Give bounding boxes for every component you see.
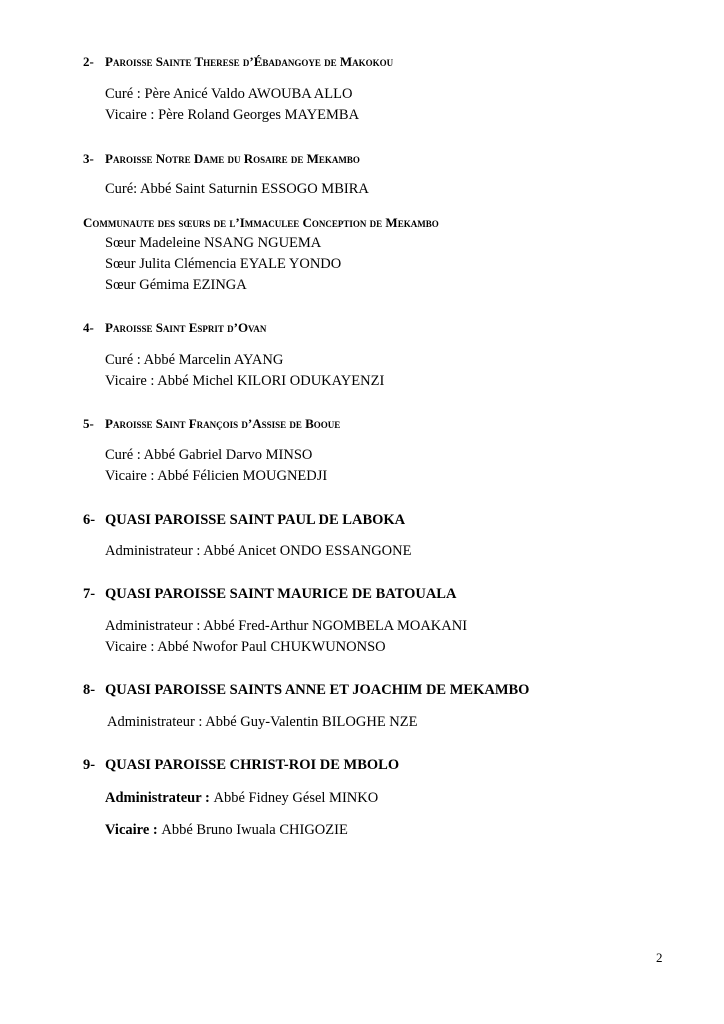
community-heading: [83, 215, 439, 231]
clergy-line: [105, 468, 327, 485]
person-name: Abbé Guy-Valentin BILOGHE NZE: [205, 714, 418, 730]
role-label: Curé :: [105, 447, 144, 463]
clergy-line: [105, 107, 359, 124]
section-title: QUASI PAROISSE SAINTS ANNE ET JOACHIM DE MEKAMBO: [105, 682, 530, 698]
clergy-line: [105, 181, 369, 198]
person-name: Abbé Nwofor Paul CHUKWUNONSO: [157, 639, 386, 655]
person-name: Abbé Fred-Arthur NGOMBELA MOAKANI: [203, 618, 468, 634]
clergy-line: [105, 543, 411, 560]
clergy-line: [105, 373, 384, 390]
section-heading-8: [83, 682, 529, 699]
section-heading-3: [83, 151, 360, 167]
section-number: 7-: [83, 586, 96, 602]
person-name: Abbé Félicien MOUGNEDJI: [157, 468, 328, 484]
section-number: 9-: [83, 757, 96, 773]
role-label: Vicaire :: [105, 373, 158, 389]
section-title: QUASI PAROISSE SAINT MAURICE DE BATOUALA: [105, 586, 457, 602]
section-title: Paroisse Sainte Therese d’Ébadangoye de Makokou: [105, 54, 394, 69]
person-name: Abbé Michel KILORI ODUKAYENZI: [157, 373, 385, 389]
section-number: 4-: [83, 320, 94, 335]
person-name: Abbé Fidney Gésel MINKO: [213, 790, 379, 806]
person-name: Sœur Madeleine NSANG NGUEMA: [105, 235, 322, 251]
clergy-line: [105, 822, 348, 839]
role-label: Administrateur :: [105, 543, 204, 559]
role-label: Curé:: [105, 181, 141, 197]
member-line: [105, 235, 321, 252]
person-name: Abbé Bruno Iwuala CHIGOZIE: [161, 822, 348, 838]
section-title: QUASI PAROISSE SAINT PAUL DE LABOKA: [105, 512, 406, 528]
clergy-line: [105, 447, 312, 464]
section-heading-4: [83, 320, 266, 336]
person-name: Père Anicé Valdo AWOUBA ALLO: [144, 86, 353, 102]
member-line: [105, 256, 341, 273]
section-number: 8-: [83, 682, 96, 698]
section-title: Paroisse Saint Esprit d’Ovan: [105, 320, 267, 335]
role-label: Curé :: [105, 86, 145, 102]
section-number: 3-: [83, 151, 94, 166]
section-heading-5: [83, 416, 340, 432]
person-name: Abbé Anicet ONDO ESSANGONE: [203, 543, 412, 559]
person-name: Sœur Gémima EZINGA: [105, 277, 247, 293]
role-label: Curé :: [105, 352, 144, 368]
section-number: 6-: [83, 512, 96, 528]
person-name: Père Roland Georges MAYEMBA: [158, 107, 360, 123]
clergy-line: [107, 714, 417, 731]
clergy-line: [105, 639, 386, 656]
page-number: 2: [656, 950, 663, 965]
clergy-line: [105, 352, 283, 369]
clergy-line: [105, 86, 352, 103]
person-name: Abbé Marcelin AYANG: [143, 352, 284, 368]
section-title: Paroisse Saint François d’Assise de Booue: [105, 416, 341, 431]
member-line: [105, 277, 247, 294]
clergy-line: [105, 618, 467, 635]
role-label: Vicaire :: [105, 107, 159, 123]
role-label: Administrateur :: [107, 714, 206, 730]
section-title: Paroisse Notre Dame du Rosaire de Mekambo: [105, 151, 360, 166]
section-title: QUASI PAROISSE CHRIST-ROI DE MBOLO: [105, 757, 400, 773]
section-heading-6: [83, 512, 405, 529]
section-heading-2: [83, 54, 393, 70]
role-label: Vicaire :: [105, 822, 162, 838]
person-name: Abbé Gabriel Darvo MINSO: [143, 447, 313, 463]
clergy-line: [105, 790, 378, 807]
section-title: Communaute des sœurs de l’Immaculee Conception de Mekambo: [83, 215, 439, 230]
role-label: Vicaire :: [105, 639, 158, 655]
section-number: 5-: [83, 416, 94, 431]
person-name: Sœur Julita Clémencia EYALE YONDO: [105, 256, 342, 272]
role-label: Administrateur :: [105, 618, 204, 634]
role-label: Administrateur :: [105, 790, 214, 806]
person-name: Abbé Saint Saturnin ESSOGO MBIRA: [140, 181, 369, 197]
section-heading-9: [83, 757, 399, 774]
section-heading-7: [83, 586, 456, 603]
role-label: Vicaire :: [105, 468, 158, 484]
section-number: 2-: [83, 54, 94, 69]
